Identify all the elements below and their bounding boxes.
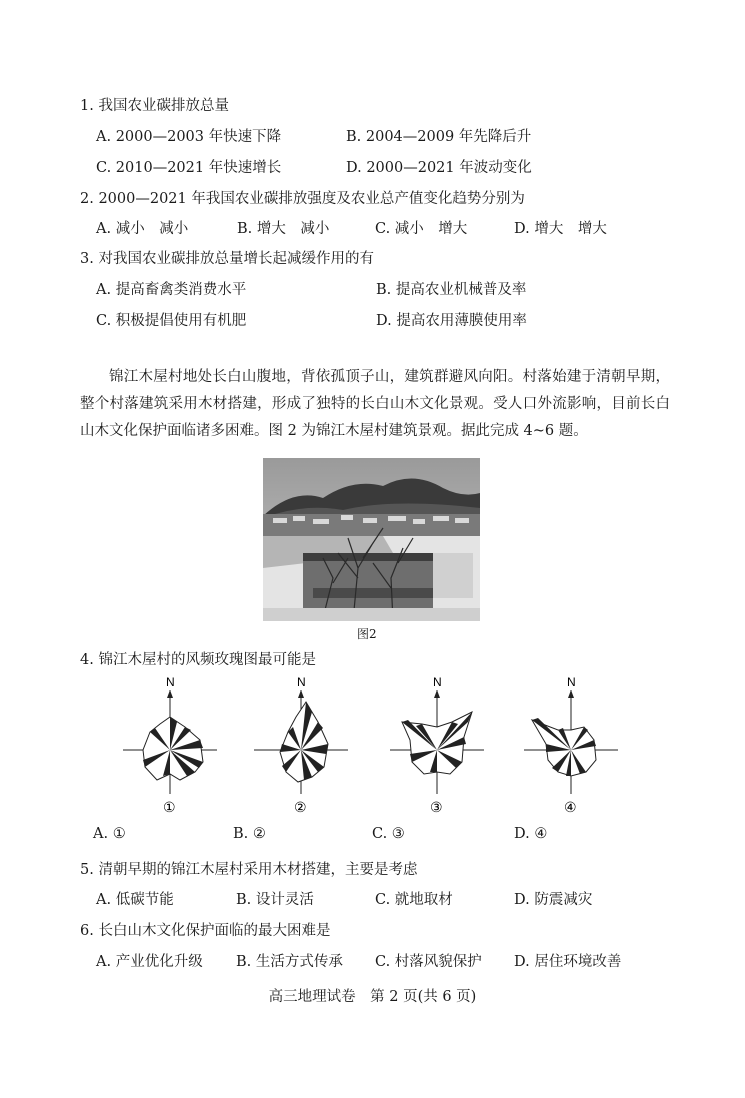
q6-stem: 6. 长白山木文化保护面临的最大困难是: [80, 923, 331, 939]
q1-option-a: A. 2000—2003 年快速下降: [96, 129, 282, 145]
q2-option-c: C. 减小 增大: [375, 221, 468, 237]
village-photo-illustration: [263, 458, 480, 621]
q5-option-c: C. 就地取材: [375, 892, 453, 908]
q3-option-b: B. 提高农业机械普及率: [376, 282, 527, 298]
q2-option-a: A. 减小 减小: [96, 221, 189, 237]
wind-rose-1: [115, 672, 225, 817]
q4-option-d: D. ④: [514, 826, 548, 842]
q2-option-d: D. 增大 增大: [514, 221, 607, 237]
village-photo: [263, 458, 480, 621]
q6-option-a: A. 产业优化升级: [96, 954, 203, 970]
rose-label-1: ①: [163, 800, 176, 816]
q5-option-b: B. 设计灵活: [236, 892, 314, 908]
wind-rose-3: [382, 672, 492, 817]
north-label: N: [166, 675, 175, 689]
q3-option-d: D. 提高农用薄膜使用率: [376, 313, 527, 329]
q5-option-d: D. 防震减灾: [514, 892, 593, 908]
q6-option-b: B. 生活方式传承: [236, 954, 343, 970]
reading-passage: [80, 364, 670, 445]
figure-caption: 图2: [357, 627, 377, 641]
north-label: N: [433, 675, 442, 689]
north-label: N: [567, 675, 576, 689]
q4-option-a: A. ①: [93, 826, 126, 842]
north-label: N: [297, 675, 306, 689]
passage-text: 锦江木屋村地处长白山腹地，背依孤顶子山，建筑群避风向阳。村落始建于清朝早期，整个村落建筑采用木材搭建，形成了独特的长白山木文化景观。受人口外流影响，目前长白山木文化保护面临诸多困难。图 2 为锦江木屋村建筑景观。据此完成 4~6 题。: [80, 369, 670, 439]
wind-rose-2: [246, 672, 356, 817]
rose-label-4: ④: [564, 800, 577, 816]
rose-label-2: ②: [294, 800, 307, 816]
q1-option-c: C. 2010—2021 年快速增长: [96, 160, 282, 176]
q5-stem: 5. 清朝早期的锦江木屋村采用木材搭建，主要是考虑: [80, 862, 418, 878]
q4-option-b: B. ②: [233, 826, 266, 842]
q2-option-b: B. 增大 减小: [237, 221, 330, 237]
q2-stem: 2. 2000—2021 年我国农业碳排放强度及农业总产值变化趋势分别为: [80, 191, 525, 207]
q4-option-c: C. ③: [372, 826, 405, 842]
page-footer: 高三地理试卷 第 2 页(共 6 页): [268, 989, 477, 1005]
wind-rose-4: [516, 672, 626, 817]
q3-stem: 3. 对我国农业碳排放总量增长起减缓作用的有: [80, 251, 374, 267]
q5-option-a: A. 低碳节能: [96, 892, 174, 908]
q1-stem: 1. 我国农业碳排放总量: [80, 98, 229, 114]
q3-option-c: C. 积极提倡使用有机肥: [96, 313, 247, 329]
q3-option-a: A. 提高畜禽类消费水平: [96, 282, 247, 298]
rose-label-3: ③: [430, 800, 443, 816]
q6-option-c: C. 村落风貌保护: [375, 954, 482, 970]
q4-stem: 4. 锦江木屋村的风频玫瑰图最可能是: [80, 652, 316, 668]
q6-option-d: D. 居住环境改善: [514, 954, 622, 970]
q1-option-b: B. 2004—2009 年先降后升: [346, 129, 532, 145]
q1-option-d: D. 2000—2021 年波动变化: [346, 160, 532, 176]
